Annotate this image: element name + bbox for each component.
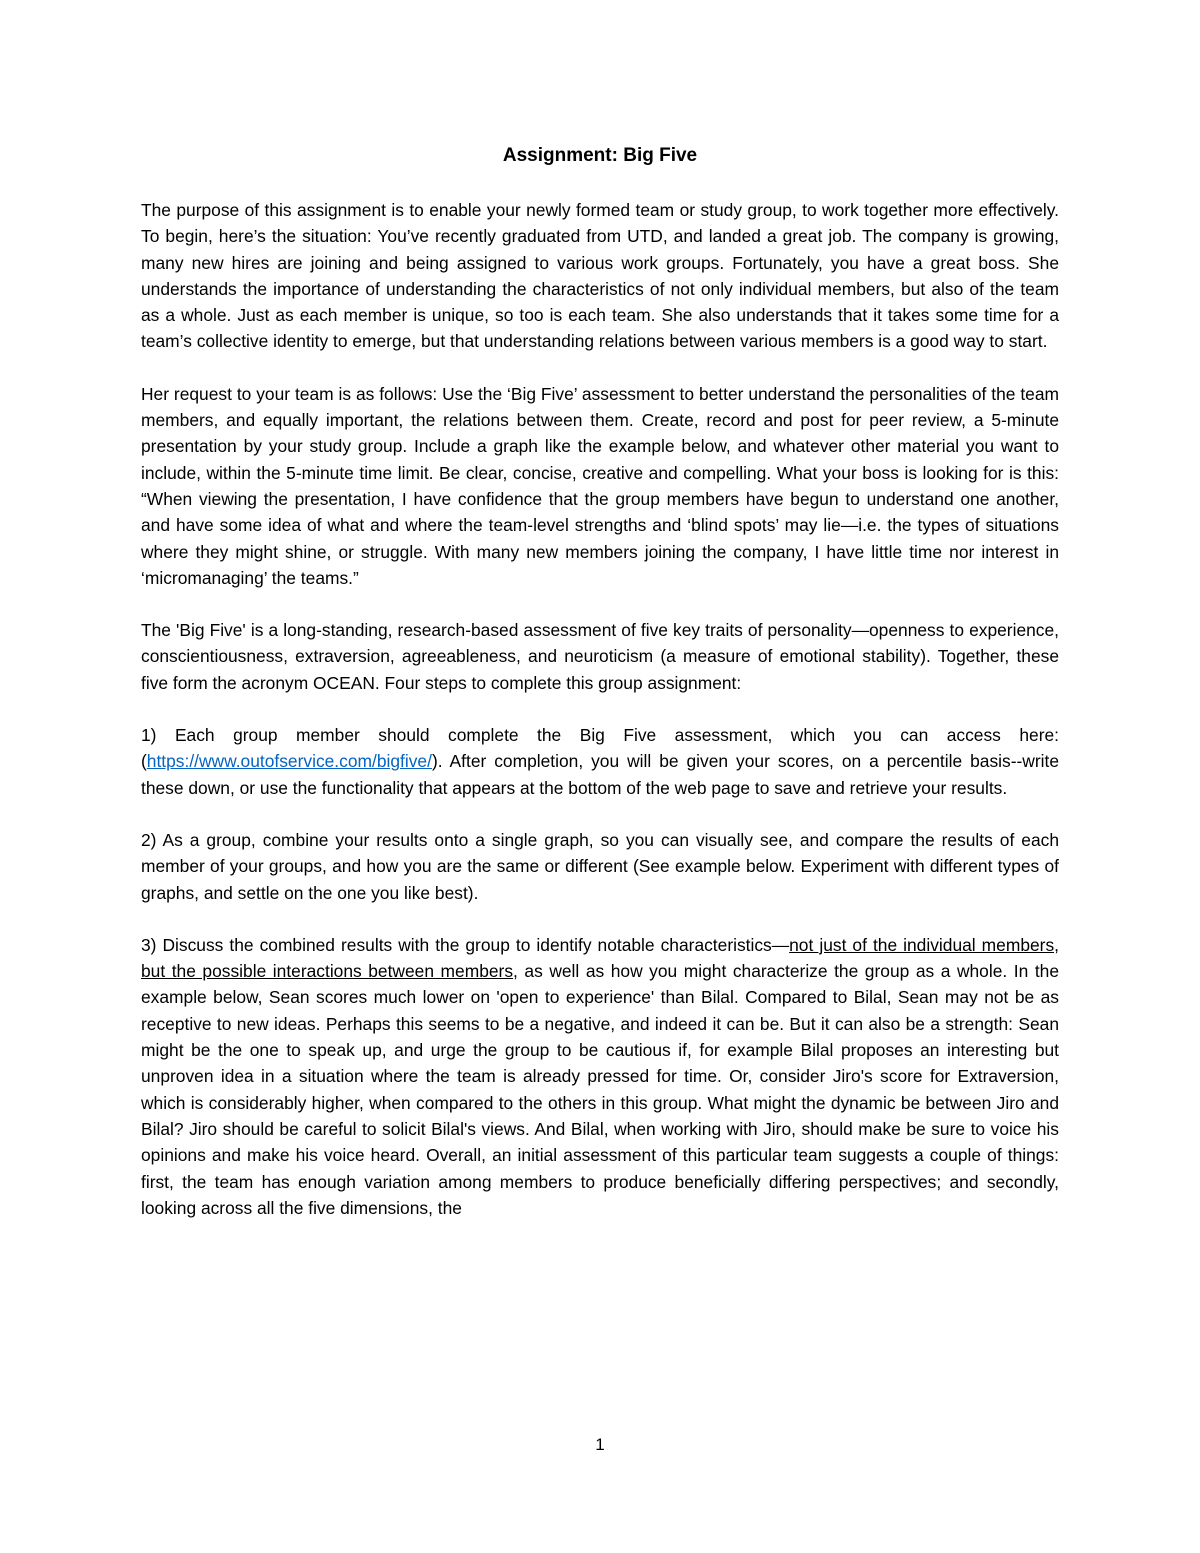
page-number: 1 — [595, 1435, 605, 1454]
paragraph-request: Her request to your team is as follows: Use the ‘Big Five’ assessment to better understand the personalities of the team members, and equally important, the relations between them. Create, record and post for peer review, a 5-minute presentation by your study group. Include a graph like the example below, and whatever other material you want to include, within the 5-minute time limit. Be clear, concise, creative and compelling. What your boss is looking for is this: “When viewing the presentation, I have confidence that the group members have begun to understand one another, and have some idea of what and where the team-level strengths and ‘blind spots’ may lie—i.e. the types of situations where they might shine, or struggle. With many new members joining the company, I have little time nor interest in ‘micromanaging’ the teams.” — [141, 383, 1059, 588]
document-title: Assignment: Big Five — [502, 145, 698, 166]
step-3-underlined-text: not just of the individual members, but the possible interactions between members — [141, 934, 1059, 982]
step-3-text-before: 3) Discuss the combined results with the group to identify notable characteristics— — [141, 934, 790, 955]
paragraph-step-1 — [141, 722, 1059, 801]
step-3-text-after: , as well as how you might characterize the group as a whole. In the example below, Sean scores much lower on 'open to experience' than Bilal. Compared to Bilal, Sean may not be as receptive to new ideas. Perhaps this seems to be a negative, and indeed it can be. But it can also be a strength: Sean might be the one to speak up, and urge the group to be cautious if, for example Bilal proposes an interesting but unproven idea in a situation where the team is already pressed for time. Or, consider Jiro's score for Extraversion, which is considerably higher, when compared to the others in this group. What might the dynamic be between Jiro and Bilal? Jiro should be careful to solicit Bilal's views. And Bilal, when working with Jiro, should make be sure to voice his opinions and make his voice heard. Overall, an initial assessment of this particular team suggests a couple of things: first, the team has enough variation among members to produce beneficially differing perspectives; and secondly, looking across all the five dimensions, the — [141, 961, 1059, 1218]
paragraph-purpose: The purpose of this assignment is to enable your newly formed team or study group, to work together more effectively. To begin, here’s the situation: You’ve recently graduated from UTD, and landed a great job. The company is growing, many new hires are joining and being assigned to various work groups. Fortunately, you have a great boss. She understands the importance of understanding the characteristics of not only individual members, but also of the team as a whole. Just as each member is unique, so too is each team. She also understands that it takes some time for a team’s collective identity to emerge, but that understanding relations between various members is a good way to start. — [141, 200, 1059, 352]
paragraph-step-3 — [141, 932, 1059, 1221]
paragraph-step-2: 2) As a group, combine your results onto a single graph, so you can visually see, and compare the results of each member of your groups, and how you are the same or different (See example below. Experiment with different types of graphs, and settle on the one you like best). — [141, 829, 1059, 903]
step-1-text-after: ). After completion, you will be given your scores, on a percentile basis--write these down, or use the functionality that appears at the bottom of the web page to save and retrieve your results. — [141, 751, 1059, 798]
paragraph-big-five-intro: The 'Big Five' is a long-standing, research-based assessment of five key traits of personality—openness to experience, conscientiousness, extraversion, agreeableness, and neuroticism (a measure of emotional stability). Together, these five form the acronym OCEAN. Four steps to complete this group assignment: — [141, 620, 1059, 693]
step-1-text-before: 1) Each group member should complete the Big Five assessment, which you can access here: ( — [141, 725, 1059, 772]
document-body — [141, 197, 1059, 1221]
bigfive-assessment-link[interactable]: https://www.outofservice.com/bigfive/ — [146, 751, 432, 772]
